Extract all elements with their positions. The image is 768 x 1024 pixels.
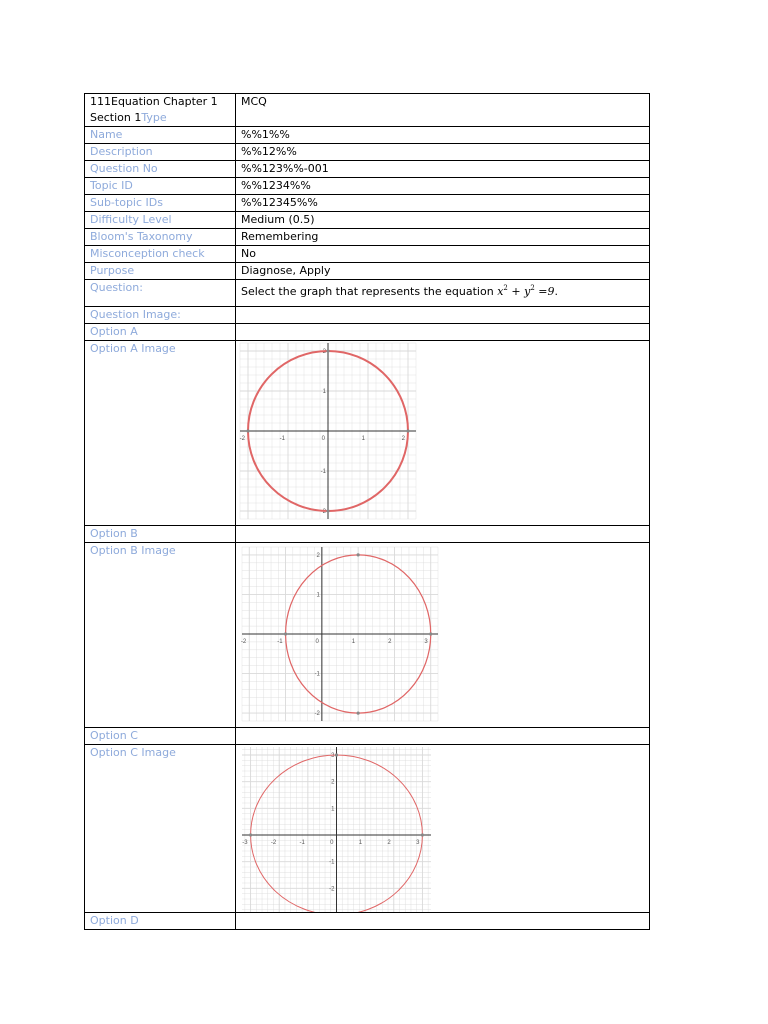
option-d-row — [85, 913, 650, 930]
type-row — [85, 94, 650, 127]
sub-topic-ids-label: Sub-topic IDs — [85, 195, 236, 212]
question-image-row — [85, 307, 650, 324]
option-a-image-row — [85, 341, 650, 526]
topic-id-value[interactable]: %%1234%% — [236, 178, 650, 195]
blooms-taxonomy-row — [85, 229, 650, 246]
y-tick-label: -2 — [329, 886, 335, 893]
question-metadata-table — [84, 93, 650, 930]
option-c-row — [85, 728, 650, 745]
y-tick-label: -2 — [314, 711, 320, 718]
question-no-value[interactable]: %%123%%-001 — [236, 161, 650, 178]
question-row — [85, 280, 650, 307]
y-tick-label: -1 — [320, 469, 326, 475]
y-tick-label: -1 — [314, 671, 320, 678]
name-label: Name — [85, 127, 236, 144]
x-tick-label: 2 — [388, 639, 392, 645]
misconception-check-label: Misconception check — [85, 246, 236, 263]
y-tick-label: 1 — [316, 592, 320, 599]
description-row — [85, 144, 650, 161]
y-tick-label: 3 — [331, 753, 335, 759]
question-text: Select the graph that represents the equation — [241, 285, 494, 298]
purpose-label: Purpose — [85, 263, 236, 280]
difficulty-level-label: Difficulty Level — [85, 212, 236, 229]
question-value[interactable] — [236, 280, 650, 307]
question-no-label: Question No — [85, 161, 236, 178]
intercept-point — [246, 429, 249, 432]
x-tick-label: -1 — [279, 436, 285, 442]
option-a-image-cell[interactable] — [236, 341, 650, 526]
x-tick-label: -2 — [270, 840, 277, 846]
option-a-value[interactable] — [236, 324, 650, 341]
option-c-image-label: Option C Image — [85, 745, 236, 913]
intercept-point — [357, 711, 360, 714]
option-b-image-label: Option B Image — [85, 543, 236, 728]
option-c-image-row — [85, 745, 650, 913]
question-label: Question: — [85, 280, 236, 307]
x-tick-label: -1 — [277, 639, 283, 645]
option-d-value[interactable] — [236, 913, 650, 930]
option-b-value[interactable] — [236, 526, 650, 543]
x-tick-label: 2 — [401, 436, 405, 442]
option-b-label: Option B — [85, 526, 236, 543]
option-c-circle-graph: -3 -2 -1 0 1 2 3321-1-2-3 — [240, 745, 433, 913]
y-tick-label: 1 — [322, 389, 326, 395]
intercept-point — [284, 632, 287, 635]
question-image-label: Question Image: — [85, 307, 236, 324]
x-tick-label: -2 — [240, 639, 247, 645]
purpose-row — [85, 263, 650, 280]
option-a-circle-graph — [238, 341, 418, 521]
intercept-point — [249, 833, 252, 836]
name-row — [85, 127, 650, 144]
intercept-point — [421, 833, 424, 836]
equation-rhs: =9 — [538, 285, 555, 298]
intercept-point — [335, 753, 338, 756]
option-b-image-cell[interactable] — [236, 543, 650, 728]
x-tick-label: 3 — [424, 639, 428, 645]
option-d-label: Option D — [85, 913, 236, 930]
blooms-taxonomy-value[interactable]: Remembering — [236, 229, 650, 246]
y-tick-label: 2 — [322, 349, 326, 355]
question-no-row — [85, 161, 650, 178]
x-tick-label: 1 — [358, 840, 363, 846]
option-b-row — [85, 526, 650, 543]
x-tick-label: 1 — [361, 436, 365, 442]
type-value[interactable]: MCQ — [236, 94, 650, 127]
y-tick-label: 1 — [331, 806, 335, 813]
y-tick-label: 2 — [331, 779, 335, 786]
x-tick-label: -3 — [242, 840, 248, 846]
option-b-circle-graph — [240, 545, 440, 723]
question-equation: $x^2 + y^2 =9$ — [497, 284, 555, 298]
y-tick-label: -1 — [329, 859, 335, 866]
y-tick-label: -2 — [320, 509, 326, 515]
option-c-value[interactable] — [236, 728, 650, 745]
section-text: Section 1 — [90, 111, 142, 124]
option-c-image-cell[interactable] — [236, 745, 650, 919]
x-tick-label: 3 — [416, 840, 420, 846]
x-tick-label: 2 — [387, 840, 391, 846]
x-tick-label: 1 — [351, 639, 356, 645]
option-a-label: Option A — [85, 324, 236, 341]
intercept-point — [357, 553, 360, 556]
equation-x: x — [497, 285, 504, 298]
purpose-value[interactable]: Diagnose, Apply — [236, 263, 650, 280]
description-label: Description — [85, 144, 236, 161]
intercept-point — [429, 632, 432, 635]
difficulty-level-row — [85, 212, 650, 229]
equation-y-exponent: 2 — [530, 284, 535, 292]
option-b-image-row — [85, 543, 650, 728]
x-tick-label: -2 — [239, 436, 245, 442]
difficulty-level-value[interactable]: Medium (0.5) — [236, 212, 650, 229]
equation-x-exponent: 2 — [503, 284, 508, 292]
option-a-image-label: Option A Image — [85, 341, 236, 526]
description-value[interactable]: %%12%% — [236, 144, 650, 161]
x-tick-label: 0 — [330, 840, 334, 846]
y-tick-label: 2 — [316, 552, 320, 559]
intercept-point — [326, 509, 329, 512]
type-label: Type — [141, 111, 167, 124]
topic-id-row — [85, 178, 650, 195]
x-tick-label: -1 — [299, 840, 305, 846]
x-tick-label: 0 — [315, 639, 319, 645]
option-a-row — [85, 324, 650, 341]
sub-topic-ids-value[interactable]: %%12345%% — [236, 195, 650, 212]
question-image-value[interactable] — [236, 307, 650, 324]
equation-y: y — [524, 285, 531, 298]
x-tick-label: 0 — [321, 436, 325, 442]
sub-topic-ids-row — [85, 195, 650, 212]
question-trailing-period: . — [554, 285, 558, 298]
intercept-point — [406, 429, 409, 432]
equation-chapter-text: 111Equation Chapter 1 — [90, 95, 218, 108]
topic-id-label: Topic ID — [85, 178, 236, 195]
blooms-taxonomy-label: Bloom's Taxonomy — [85, 229, 236, 246]
option-c-label: Option C — [85, 728, 236, 745]
misconception-check-value[interactable]: No — [236, 246, 650, 263]
intercept-point — [326, 349, 329, 352]
name-value[interactable]: %%1%% — [236, 127, 650, 144]
misconception-check-row — [85, 246, 650, 263]
type-label-cell — [85, 94, 236, 127]
